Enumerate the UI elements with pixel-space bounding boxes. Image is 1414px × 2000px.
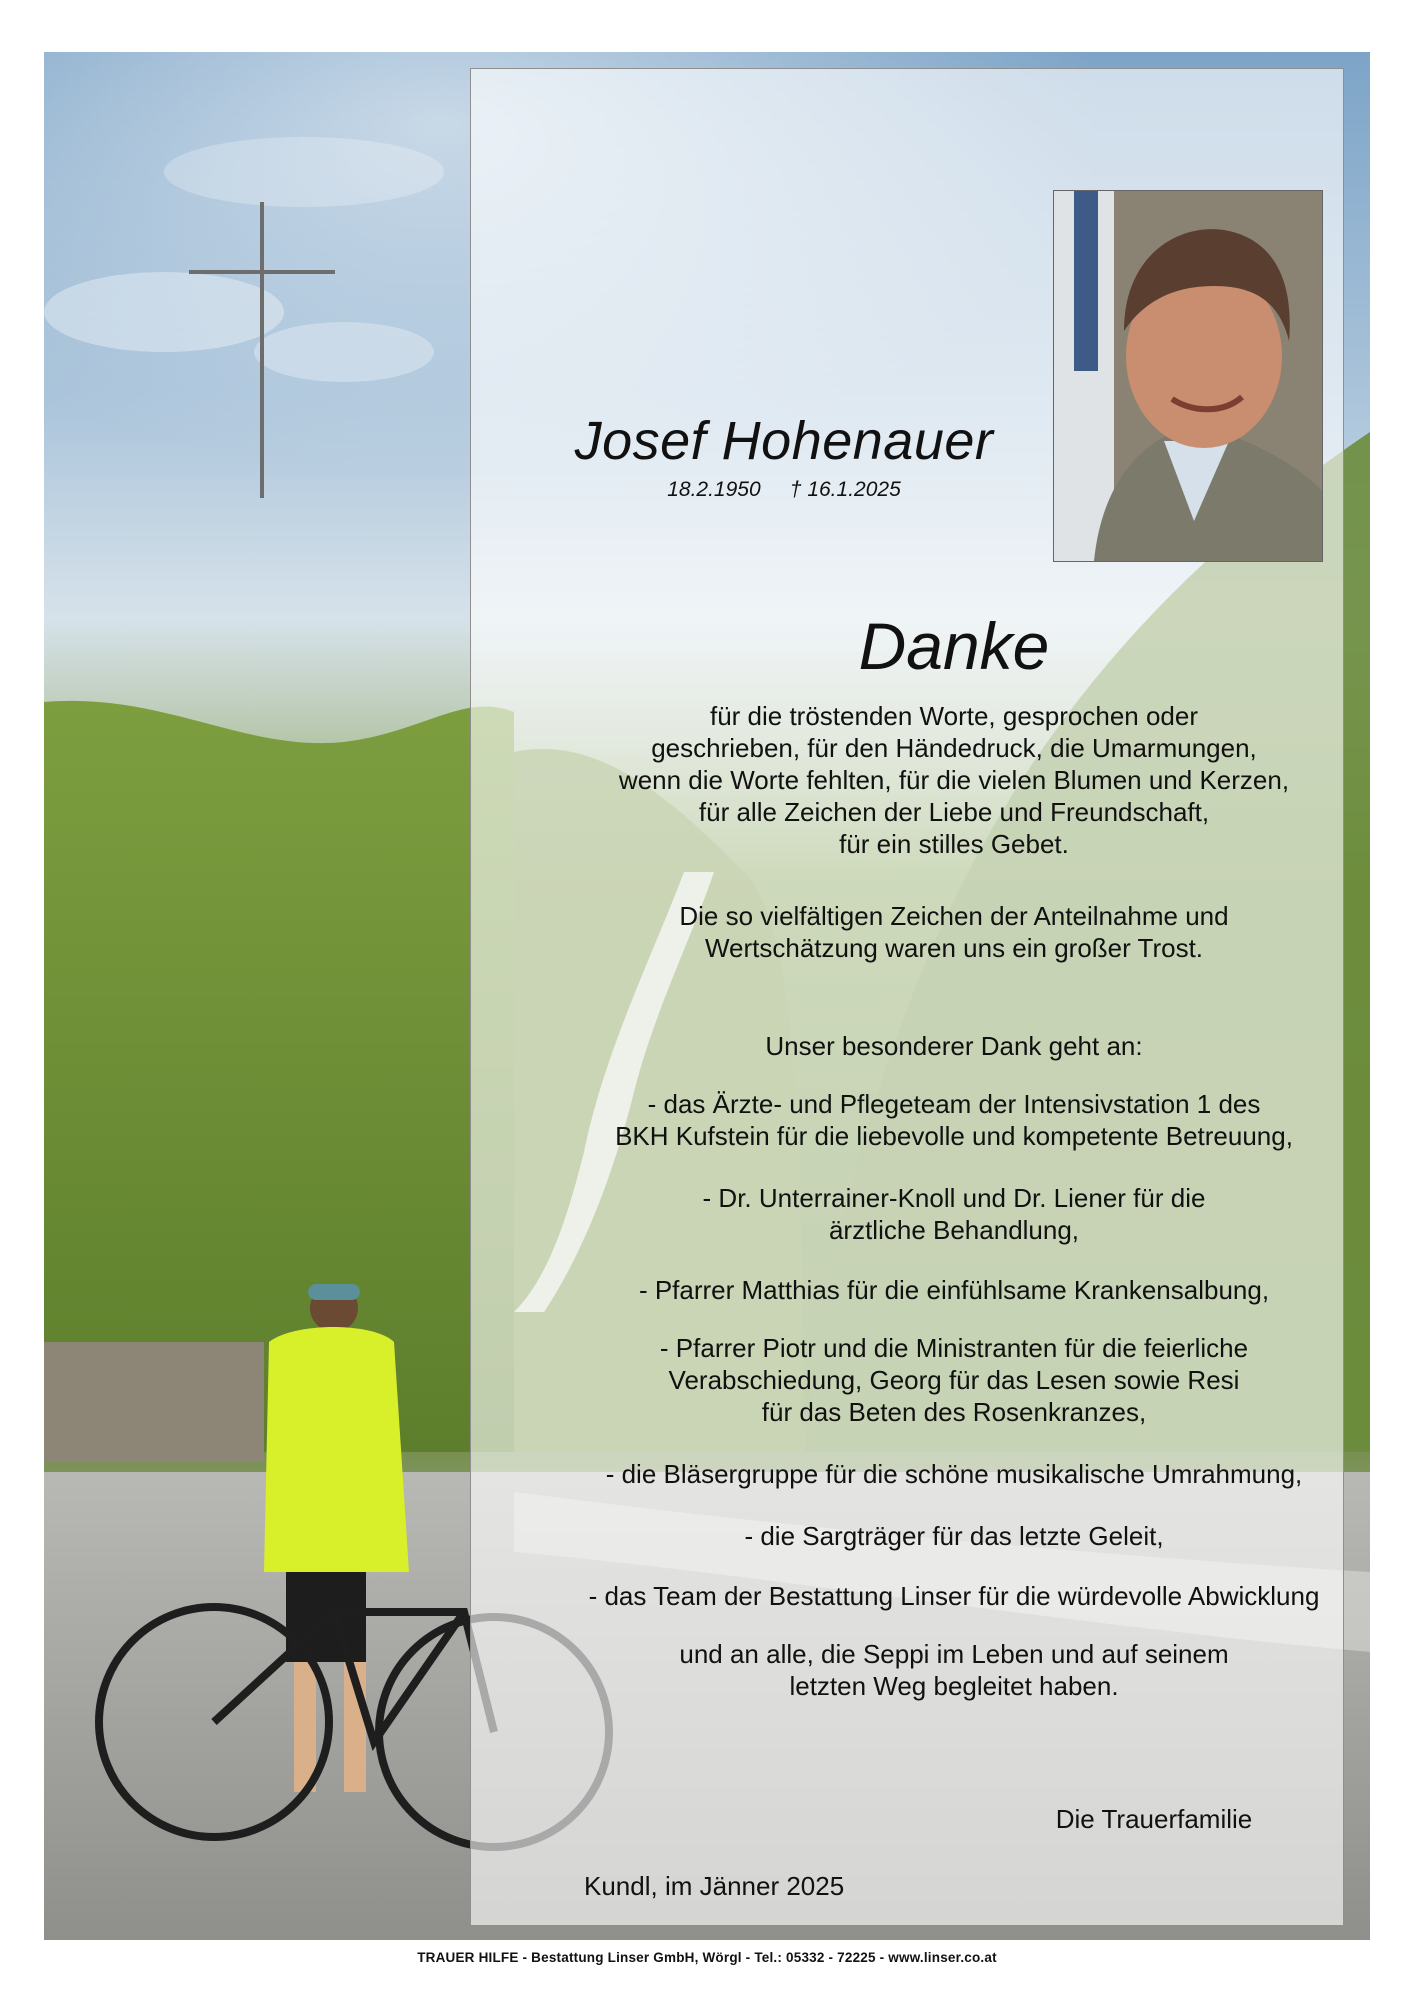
thanks-item <box>524 1638 1370 1702</box>
thanks-item <box>524 1182 1370 1246</box>
place-date: Kundl, im Jänner 2025 <box>584 1871 845 1901</box>
thanks-line: - Pfarrer Piotr und die Ministranten für die feierliche <box>659 1333 1249 1363</box>
thanks-line: für das Beten des Rosenkranzes, <box>761 1397 1147 1427</box>
intro-line: für ein stilles Gebet. <box>839 829 1069 859</box>
intro-paragraph <box>524 700 1370 860</box>
comfort-line: Wertschätzung waren uns ein großer Trost. <box>704 933 1204 963</box>
thanks-line: - die Bläsergruppe für die schöne musikalische Umrahmung, <box>605 1459 1303 1489</box>
background-photo <box>44 52 1370 1940</box>
thanks-item <box>524 1274 1370 1306</box>
intro-line: wenn die Worte fehlten, für die vielen Blumen und Kerzen, <box>618 765 1290 795</box>
intro-line: für die tröstenden Worte, gesprochen oder <box>709 701 1199 731</box>
thanks-line: letzten Weg begleitet haben. <box>789 1671 1119 1701</box>
thanks-line: - Dr. Unterrainer-Knoll und Dr. Liener für die <box>702 1183 1206 1213</box>
deceased-name: Josef Hohenauer <box>574 411 994 471</box>
thanks-line: - die Sargträger für das letzte Geleit, <box>744 1521 1164 1551</box>
thanks-line: und an alle, die Seppi im Leben und auf seinem <box>679 1639 1229 1669</box>
thanks-item <box>524 1520 1370 1552</box>
thanks-line: ärztliche Behandlung, <box>828 1215 1080 1245</box>
thanks-line: - Pfarrer Matthias für die einfühlsame Krankensalbung, <box>638 1275 1270 1305</box>
heading-danke: Danke <box>858 609 1050 683</box>
thanks-item <box>524 1458 1370 1490</box>
thanks-heading: Unser besonderer Dank geht an: <box>765 1031 1143 1061</box>
thanks-line: - das Team der Bestattung Linser für die würdevolle Abwicklung <box>588 1581 1320 1611</box>
thanks-line: - das Ärzte- und Pflegeteam der Intensivstation 1 des <box>647 1089 1261 1119</box>
thanks-item <box>524 1088 1370 1152</box>
cross-icon <box>189 202 335 498</box>
thanks-line: BKH Kufstein für die liebevolle und kompetente Betreuung, <box>615 1121 1293 1151</box>
thanks-line: Verabschiedung, Georg für das Lesen sowie Resi <box>668 1365 1240 1395</box>
thanks-item <box>524 1332 1370 1428</box>
portrait-photo <box>1053 190 1323 562</box>
signature-family: Die Trauerfamilie <box>1055 1804 1253 1834</box>
comfort-line: Die so vielfältigen Zeichen der Anteilnahme und <box>679 901 1229 931</box>
thanks-item <box>524 1580 1370 1612</box>
intro-line: geschrieben, für den Händedruck, die Umarmungen, <box>651 733 1257 763</box>
footer-imprint: TRAUER HILFE - Bestattung Linser GmbH, Wörgl - Tel.: 05332 - 72225 - www.linser.co.at <box>417 1950 997 1965</box>
life-dates: 18.2.1950 † 16.1.2025 <box>667 478 901 501</box>
intro-line: für alle Zeichen der Liebe und Freundschaft, <box>698 797 1210 827</box>
comfort-paragraph <box>524 900 1370 964</box>
